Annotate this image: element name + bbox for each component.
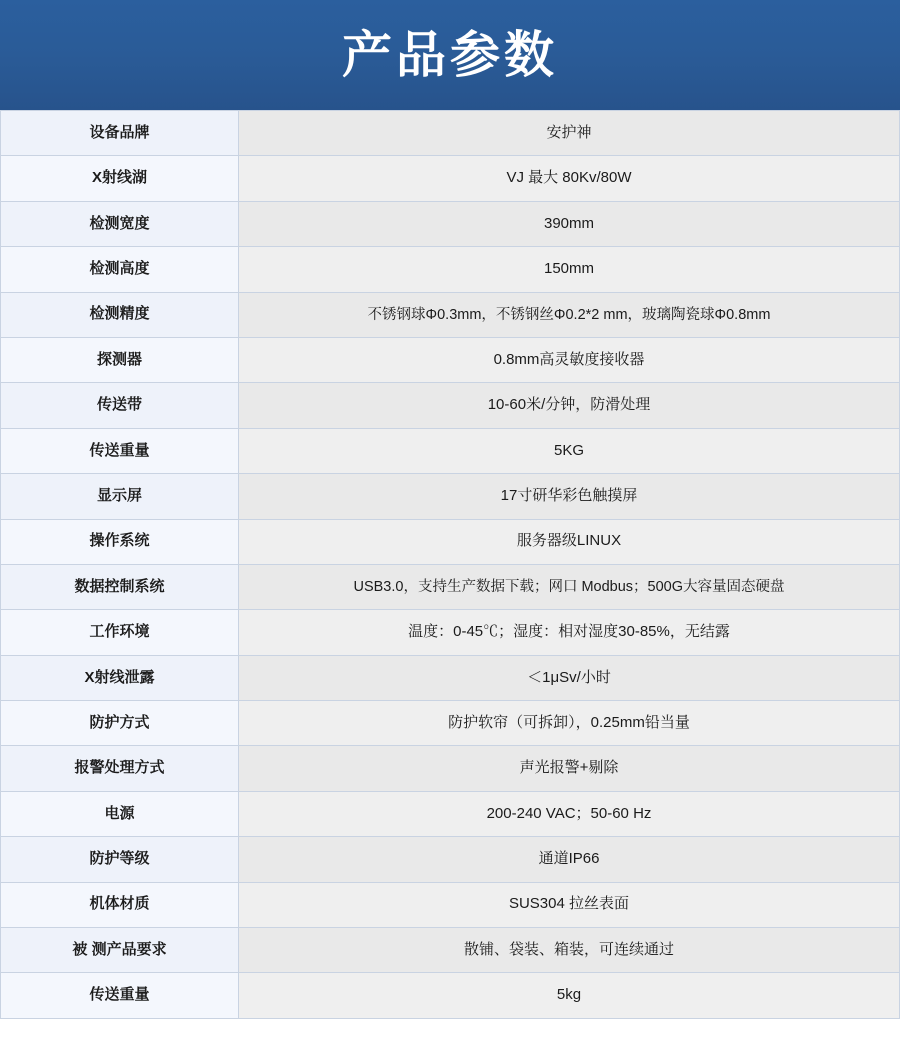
spec-label: 设备品牌 (1, 111, 239, 156)
table-row (1, 474, 900, 519)
spec-label: 检测精度 (1, 292, 239, 337)
spec-value: 150mm (239, 247, 900, 292)
spec-label: 机体材质 (1, 882, 239, 927)
spec-table-body (1, 111, 900, 1019)
page-header (0, 0, 900, 110)
spec-label: 报警处理方式 (1, 746, 239, 791)
spec-value: 防护软帘（可拆卸），0.25mm铅当量 (239, 701, 900, 746)
page-title: 产品参数 (342, 27, 558, 83)
table-row (1, 746, 900, 791)
table-row (1, 701, 900, 746)
spec-label: 操作系统 (1, 519, 239, 564)
spec-value: 安护神 (239, 111, 900, 156)
spec-value: 200-240 VAC；50-60 Hz (239, 791, 900, 836)
table-row (1, 837, 900, 882)
table-row (1, 564, 900, 609)
spec-value: 0.8mm高灵敏度接收器 (239, 337, 900, 382)
table-row (1, 655, 900, 700)
spec-value: 390mm (239, 201, 900, 246)
spec-label: X射线泄露 (1, 655, 239, 700)
table-row (1, 610, 900, 655)
spec-label: 防护等级 (1, 837, 239, 882)
spec-value: 温度：0-45℃；湿度：相对湿度30-85%，无结露 (239, 610, 900, 655)
spec-value: 不锈钢球Φ0.3mm，不锈钢丝Φ0.2*2 mm，玻璃陶瓷球Φ0.8mm (239, 292, 900, 337)
table-row (1, 973, 900, 1018)
table-row (1, 156, 900, 201)
table-row (1, 383, 900, 428)
table-row (1, 519, 900, 564)
spec-value: ＜1μSv/小时 (239, 655, 900, 700)
spec-label: 传送重量 (1, 428, 239, 473)
table-row (1, 337, 900, 382)
spec-label: 检测宽度 (1, 201, 239, 246)
table-row (1, 428, 900, 473)
spec-value: 散铺、袋装、箱装，可连续通过 (239, 928, 900, 973)
spec-label: 工作环境 (1, 610, 239, 655)
spec-value: 服务器级LINUX (239, 519, 900, 564)
table-row (1, 292, 900, 337)
spec-value: USB3.0，支持生产数据下载；网口 Modbus；500G大容量固态硬盘 (239, 564, 900, 609)
table-row (1, 111, 900, 156)
spec-label: 显示屏 (1, 474, 239, 519)
spec-value: 10-60米/分钟，防滑处理 (239, 383, 900, 428)
spec-value: SUS304 拉丝表面 (239, 882, 900, 927)
spec-value: 声光报警+剔除 (239, 746, 900, 791)
table-row (1, 791, 900, 836)
spec-value: 17寸研华彩色触摸屏 (239, 474, 900, 519)
spec-value: 5kg (239, 973, 900, 1018)
spec-label: 传送带 (1, 383, 239, 428)
spec-value: VJ 最大 80Kv/80W (239, 156, 900, 201)
spec-label: 防护方式 (1, 701, 239, 746)
spec-label: 传送重量 (1, 973, 239, 1018)
spec-label: 探测器 (1, 337, 239, 382)
spec-table (0, 110, 900, 1019)
spec-label: X射线湖 (1, 156, 239, 201)
spec-label: 电源 (1, 791, 239, 836)
spec-value: 5KG (239, 428, 900, 473)
spec-value: 通道IP66 (239, 837, 900, 882)
table-row (1, 247, 900, 292)
table-row (1, 882, 900, 927)
spec-label: 被 测产品要求 (1, 928, 239, 973)
spec-label: 检测高度 (1, 247, 239, 292)
table-row (1, 201, 900, 246)
spec-label: 数据控制系统 (1, 564, 239, 609)
table-row (1, 928, 900, 973)
